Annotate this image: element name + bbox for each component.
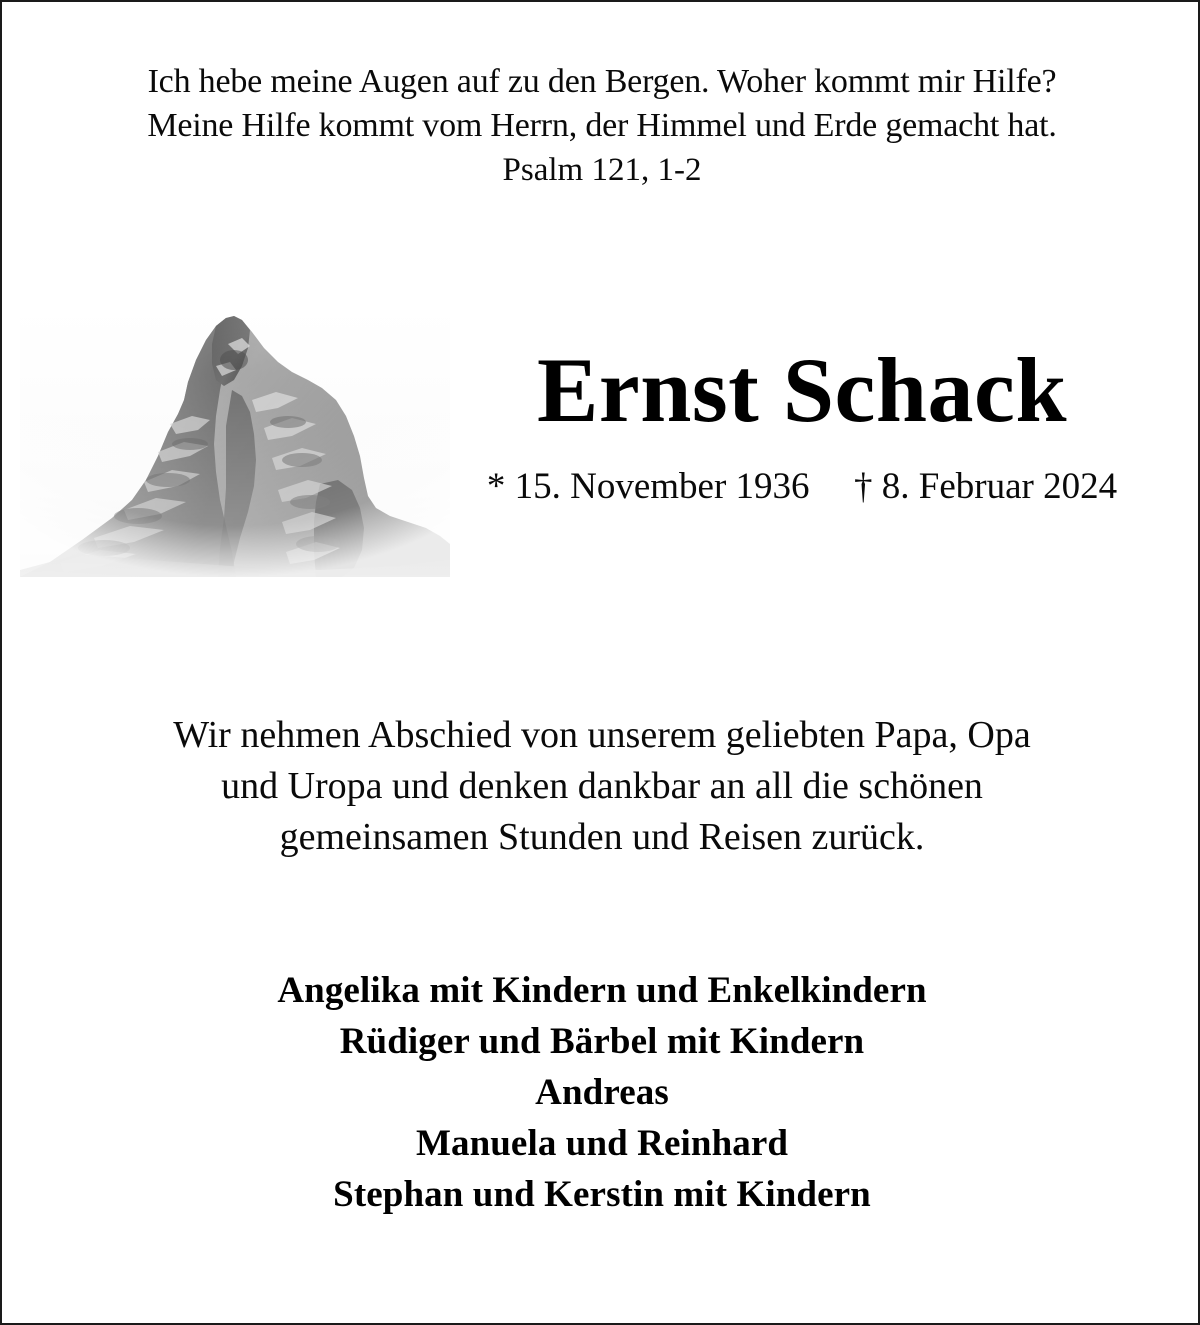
family-line: Manuela und Reinhard [415, 1123, 789, 1164]
birth-symbol: * [486, 466, 506, 507]
matterhorn-illustration [20, 304, 450, 577]
quote-reference: Psalm 121, 1-2 [502, 152, 702, 188]
life-dates [452, 464, 1152, 510]
deceased-name: Ernst Schack [537, 339, 1067, 441]
family-names-list [2, 965, 1200, 1220]
mountain-photo [20, 304, 450, 577]
family-line: Rüdiger und Bärbel mit Kindern [339, 1021, 865, 1062]
farewell-message [2, 710, 1200, 863]
deceased-name-block [452, 338, 1152, 510]
message-line-3: gemeinsamen Stunden und Reisen zurück. [279, 816, 925, 858]
birth-date: 15. November 1936 [514, 466, 810, 507]
message-line-2: und Uropa und denken dankbar an all die schönen [221, 765, 983, 807]
scripture-quote [2, 60, 1200, 192]
photo-vignette [20, 304, 450, 577]
message-line-1: Wir nehmen Abschied von unserem geliebten Papa, Opa [173, 714, 1031, 756]
quote-line-1: Ich hebe meine Augen auf zu den Bergen. Woher kommt mir Hilfe? [147, 63, 1057, 100]
death-date: 8. Februar 2024 [881, 466, 1118, 507]
family-line: Stephan und Kerstin mit Kindern [333, 1174, 871, 1215]
death-symbol: † [854, 466, 873, 507]
quote-line-2: Meine Hilfe kommt vom Herrn, der Himmel und Erde gemacht hat. [147, 107, 1057, 144]
family-line: Angelika mit Kindern und Enkelkindern [277, 970, 927, 1011]
family-line: Andreas [535, 1072, 669, 1113]
